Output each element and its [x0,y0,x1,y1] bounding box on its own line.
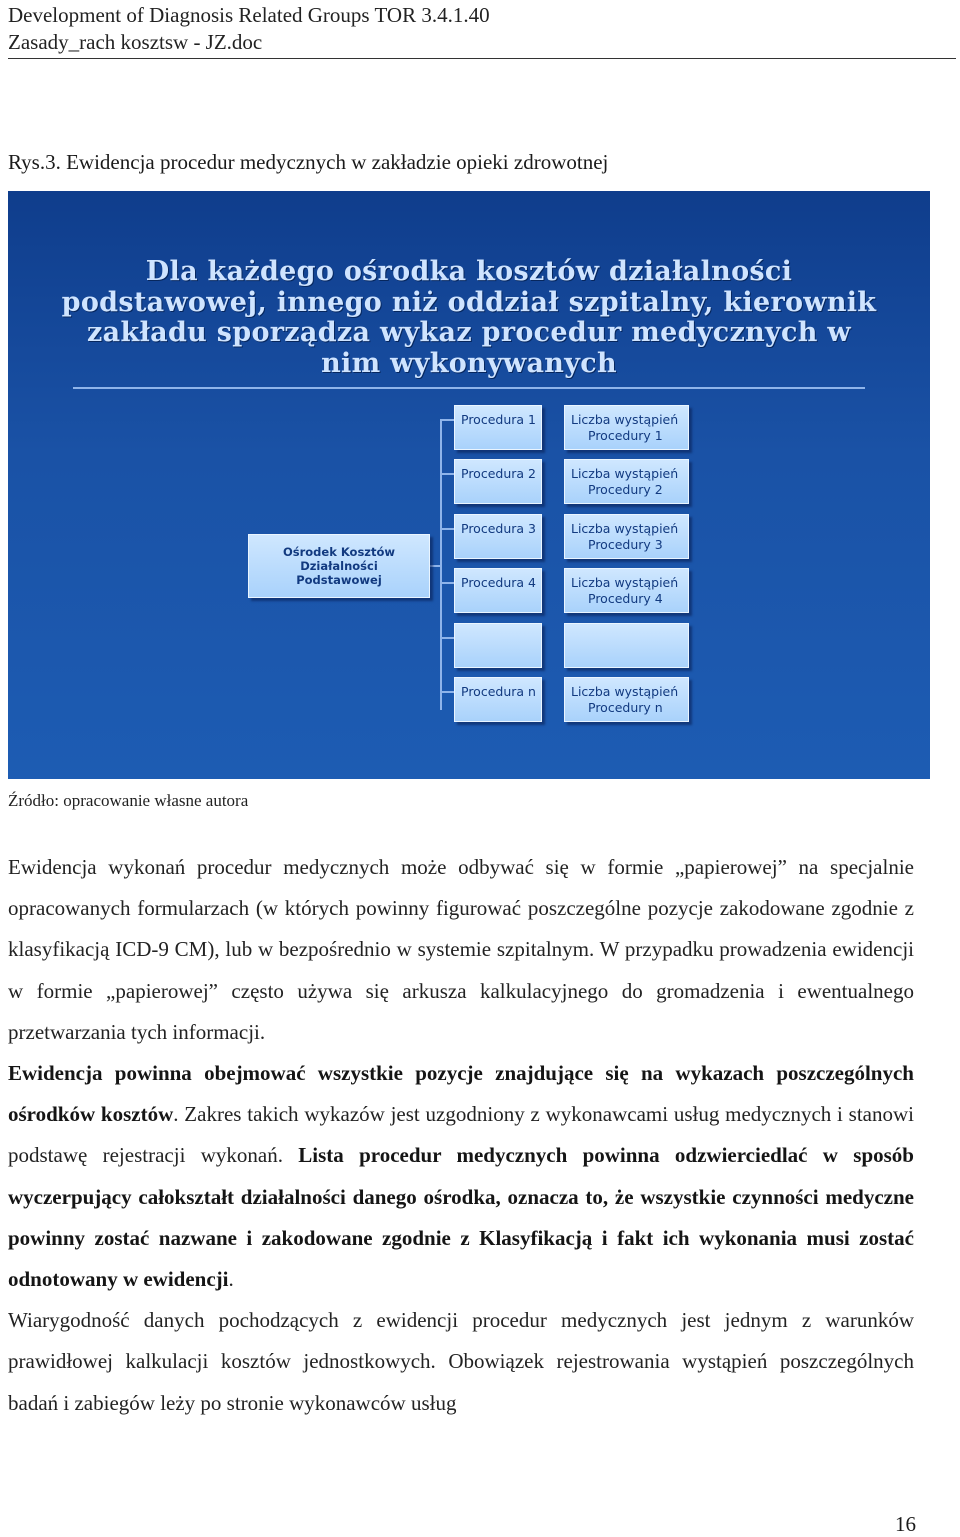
procedure-box [454,459,542,504]
connector-line [440,637,454,639]
procedure-label: Procedura n [461,684,536,699]
header-filename: Zasady_rach kosztsw - JZ.doc [8,30,263,54]
procedure-label: Procedura 4 [461,575,536,590]
paragraph [8,1053,914,1300]
occurrence-label: Procedury 2 [588,481,663,497]
slide-title [48,257,890,379]
slide-title-line: Dla każdego ośrodka kosztów działalności [145,256,793,287]
figure-caption-label: Rys.3. [8,150,61,174]
cost-center-box [248,534,430,598]
plain-text: . Zakres takich wykazów jest uzgodniony z wykonawcami usług medycznych i stanowi podstawę rejestracji wykonań. [8,1102,915,1168]
occurrence-label: Procedury 4 [588,590,663,606]
cost-center-line: Ośrodek Kosztów [282,545,396,559]
procedure-box [454,514,542,559]
procedure-label: Procedura 2 [461,466,536,481]
occurrence-label: Liczba wystąpień [571,520,679,536]
occurrence-label: Liczba wystąpień [571,465,679,481]
connector-line [440,473,454,475]
slide-title-line: podstawowej, innego niż oddział szpitalny, kierownik [61,286,877,318]
occurrence-label: Procedury 3 [588,536,663,552]
connector-line [440,528,454,530]
occurrence-box [564,405,689,450]
occurrence-box [564,568,689,613]
procedure-box [454,568,542,613]
connector-spine [440,419,442,710]
slide-title-line: nim wykonywanych [321,347,617,379]
connector-line [440,582,454,584]
occurrence-label: Liczba wystąpień [571,683,679,699]
slide-title-line: zakładu sporządza wykaz procedur medycznych w [87,317,851,348]
connector-line [440,691,454,693]
occurrence-box [564,459,689,504]
occurrence-label: Procedury n [588,699,663,715]
page-number: 16 [895,1512,916,1536]
procedure-box-empty [454,623,542,668]
connector-line [440,419,454,421]
procedure-box [454,405,542,450]
cost-center-line: Działalności [300,559,378,573]
diagram-slide [8,191,930,779]
bold-text: Lista procedur medycznych powinna odzwierciedlać w sposób wyczerpujący całokształt działalności danego ośrodka, oznacza to, że wszystkie czynności medyczne powinny zostać nazwane i zakodowane zgodnie z Klasyfikacją i fakt ich wykonania musi zostać odnotowany w ewidencji [8,1143,914,1292]
procedure-label: Procedura 3 [461,521,536,536]
occurrence-box-empty [564,623,689,668]
document-header [8,2,956,59]
header-title: Development of Diagnosis Related Groups TOR 3.4.1.40 [8,3,490,27]
occurrence-label: Procedury 1 [588,427,663,443]
figure-source: Źródło: opracowanie własne autora [8,791,249,810]
occurrence-label: Liczba wystąpień [571,411,679,427]
figure-caption [8,150,608,175]
occurrence-label: Liczba wystąpień [571,574,679,590]
occurrence-box [564,514,689,559]
body-text [8,847,914,1424]
procedure-label: Procedura 1 [461,412,536,427]
paragraph: Ewidencja wykonań procedur medycznych może odbywać się w formie „papierowej” na specjalnie opracowanych formularzach (w których powinny figurować poszczególne pozycje zakodowane zgodnie z klasyfikacją ICD-9 CM), lub w bezpośrednio w systemie szpitalnym. W przypadku prowadzenia ewidencji w formie „papierowej” często używa się arkusza kalkulacyjnego do gromadzenia i ewentualnego przetwarzania tych informacji. [8,855,914,1044]
title-divider [73,387,865,389]
cost-center-line: Podstawowej [296,573,382,587]
bold-text: Ewidencja powinna obejmować wszystkie pozycje znajdujące się na wykazach poszczególnych ośrodków kosztów [8,1061,914,1127]
plain-text: . [228,1267,234,1292]
paragraph: Wiarygodność danych pochodzących z ewidencji procedur medycznych jest jednym z warunków prawidłowej kalkulacji kosztów jednostkowych. Obowiązek rejestrowania wystąpień poszczególnych badań i zabiegów leży po stronie wykonawców usług [8,1308,914,1415]
figure-caption-text: Ewidencja procedur medycznych w zakładzie opieki zdrowotnej [66,150,609,174]
occurrence-box [564,677,689,722]
procedure-box [454,677,542,722]
